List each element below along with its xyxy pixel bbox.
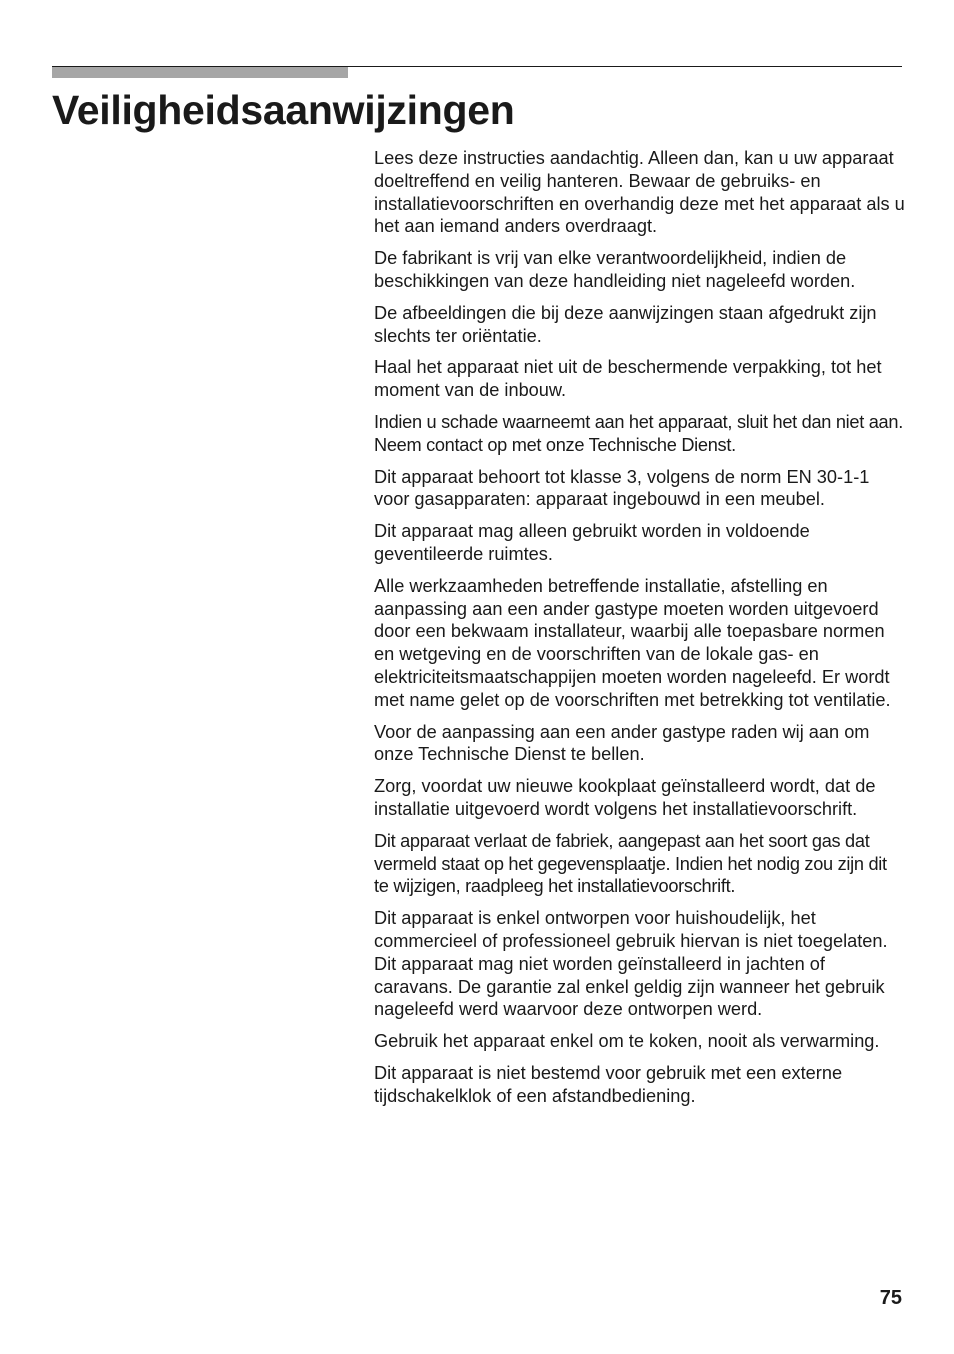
paragraph: Voor de aanpassing aan een ander gastype raden wij aan om onze Technische Dienst te bellen.	[374, 721, 870, 765]
paragraph: Haal het apparaat niet uit de beschermende verpakking, tot het moment van de inbouw.	[374, 357, 882, 401]
paragraph: De afbeeldingen die bij deze aanwijzingen staan afgedrukt zijn slechts ter oriëntatie.	[374, 302, 877, 346]
header-accent-bar	[52, 67, 348, 78]
paragraph: Dit apparaat behoort tot klasse 3, volgens de norm EN 30-1-1 voor gasapparaten: apparaat ingebouwd in een meubel.	[374, 466, 870, 510]
page-number: 75	[879, 1287, 902, 1309]
paragraph: Dit apparaat mag alleen gebruikt worden in voldoende geventileerde ruimtes.	[374, 521, 810, 564]
paragraph: Zorg, voordat uw nieuwe kookplaat geïnstalleerd wordt, dat de installatie uitgevoerd wordt volgens het installatievoorschrift.	[374, 776, 876, 819]
paragraph: Dit apparaat verlaat de fabriek, aangepast aan het soort gas dat vermeld staat op het gegevensplaatje. Indien het nodig zou zijn dit te wijzigen, raadpleeg het installatievoorschrift.	[374, 830, 887, 897]
safety-instructions	[374, 147, 906, 1116]
paragraph: Lees deze instructies aandachtig. Alleen dan, kan u uw apparaat doeltreffend en veilig hanteren. Bewaar de gebruiks- en installatievoorschriften en overhandig deze met het apparaat als u het aan iemand anders overdraagt.	[374, 148, 905, 237]
paragraph: Dit apparaat is niet bestemd voor gebruik met een externe tijdschakelklok of een afstandbediening.	[374, 1062, 843, 1106]
paragraph: Alle werkzaamheden betreffende installatie, afstelling en aanpassing aan een ander gastype moeten worden uitgevoerd door een bekwaam installateur, waarbij alle toepasbare normen en wetgeving en de voorschriften van de lokale gas- en elektriciteitsmaatschappijen moeten worden nageleefd. Er wordt met name gelet op de voorschriften met betrekking tot ventilatie.	[374, 575, 891, 710]
page-title: Veiligheidsaanwijzingen	[52, 87, 515, 133]
paragraph: Gebruik het apparaat enkel om te koken, nooit als verwarming.	[374, 1031, 880, 1052]
paragraph: Dit apparaat is enkel ontworpen voor huishoudelijk, het commercieel of professioneel gebruik hiervan is niet toegelaten. Dit apparaat mag niet worden geïnstalleerd in jachten of caravans. De garantie zal enkel geldig zijn wanneer het gebruik nageleefd werd waarvoor deze ontworpen werd.	[374, 908, 888, 1020]
paragraph: De fabrikant is vrij van elke verantwoordelijkheid, indien de beschikkingen van deze handleiding niet nageleefd worden.	[374, 248, 856, 291]
paragraph: Indien u schade waarneemt aan het apparaat, sluit het dan niet aan. Neem contact op met onze Technische Dienst.	[374, 411, 903, 455]
